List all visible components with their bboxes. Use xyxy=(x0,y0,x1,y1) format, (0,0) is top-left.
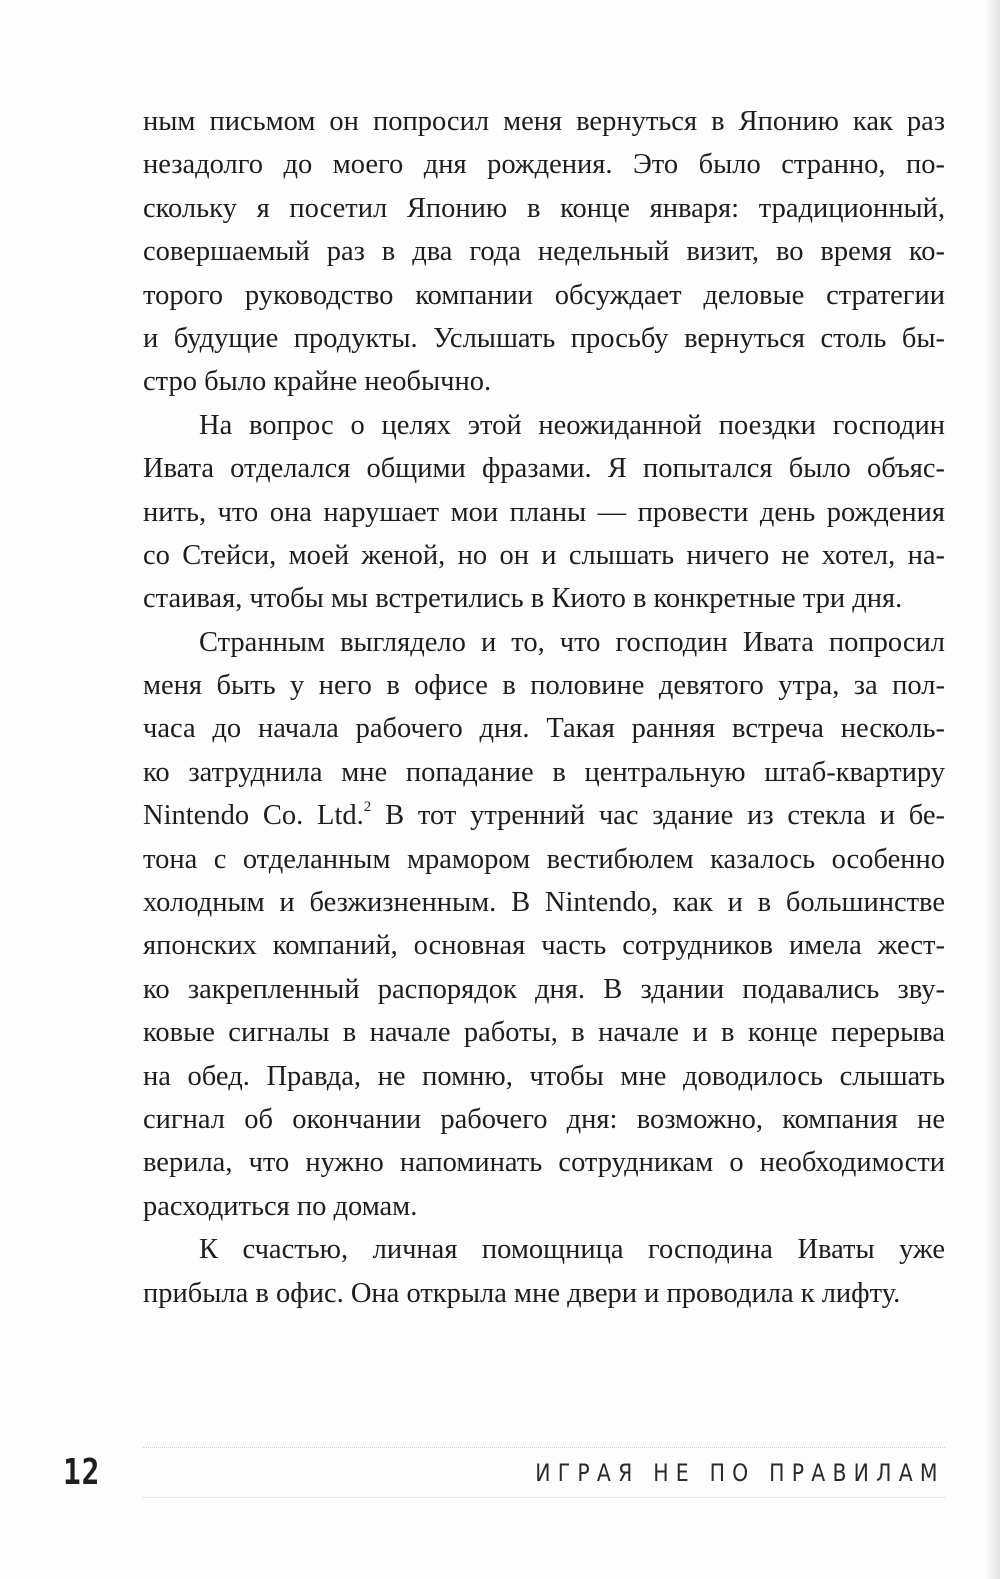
text-line: нить, что она нарушает мои планы — провести день рождения xyxy=(143,496,945,528)
text-line: Странным выглядело и то, что господин Ивата попросил xyxy=(199,626,945,658)
page-edge-shadow xyxy=(986,0,1000,1579)
paragraph xyxy=(143,100,945,404)
body-text xyxy=(143,100,945,1315)
text-line: сигнал об окончании рабочего дня: возможно, компания не xyxy=(143,1103,945,1135)
footnote-marker[interactable]: 2 xyxy=(363,798,372,815)
text-line: расходиться по домам. xyxy=(143,1190,418,1222)
text-line: и будущие продукты. Услышать просьбу вернуться столь бы- xyxy=(143,322,945,354)
footer-rule-bottom xyxy=(143,1497,945,1498)
paragraph xyxy=(143,621,945,1228)
text-line: ко затруднила мне попадание в центральную штаб-квартиру xyxy=(143,756,945,788)
text-line: холодным и безжизненным. В Nintendo, как и в большинстве xyxy=(143,887,945,919)
text-line: ковые сигналы в начале работы, в начале и в конце перерыва xyxy=(143,1017,945,1049)
text-line: стаивая, чтобы мы встретились в Киото в конкретные три дня. xyxy=(143,583,903,615)
text-line: торого руководство компании обсуждает деловые стратегии xyxy=(143,279,945,311)
text-line: на обед. Правда, не помню, чтобы мне доводилось слышать xyxy=(143,1060,945,1092)
text-line: Ивата отделался общими фразами. Я попытался было объяс- xyxy=(143,453,945,485)
text-line: прибыла в офис. Она открыла мне двери и проводила к лифту. xyxy=(143,1277,901,1309)
text-line: ко закрепленный распорядок дня. В здании подавались зву- xyxy=(143,973,945,1005)
text-line: часа до начала рабочего дня. Такая ранняя встреча несколь- xyxy=(143,713,945,745)
text-line: меня быть у него в офисе в половине девятого утра, за пол- xyxy=(143,670,945,702)
paragraph xyxy=(143,404,945,621)
text-line: японских компаний, основная часть сотрудников имела жест- xyxy=(143,930,945,962)
text-line: ным письмом он попросил меня вернуться в Японию как раз xyxy=(143,106,945,137)
text-line: тона с отделанным мрамором вестибюлем казалось особенно xyxy=(143,843,945,875)
text-line: стро было крайне необычно. xyxy=(143,366,492,398)
text-line: незадолго до моего дня рождения. Это было странно, по- xyxy=(143,149,945,181)
text-line: верила, что нужно напоминать сотрудникам о необходимости xyxy=(143,1147,945,1179)
text-line: Nintendo Co. Ltd.$^2$ В тот утренний час здание из стекла и бе- xyxy=(143,798,946,832)
text-line: скольку я посетил Японию в конце января: традиционный, xyxy=(143,192,945,224)
text-line: совершаемый раз в два года недельный визит, во время ко- xyxy=(143,236,945,268)
page-number: 12 xyxy=(63,1452,101,1493)
running-title: ИГРАЯ НЕ ПО ПРАВИЛАМ xyxy=(535,1459,945,1487)
text-line: К счастью, личная помощница господина Иваты уже xyxy=(199,1234,945,1266)
paragraph xyxy=(143,1228,945,1315)
text-line: На вопрос о целях этой неожиданной поездки господин xyxy=(199,409,945,441)
text-line: со Стейси, моей женой, но он и слышать ничего не хотел, на- xyxy=(143,539,945,571)
